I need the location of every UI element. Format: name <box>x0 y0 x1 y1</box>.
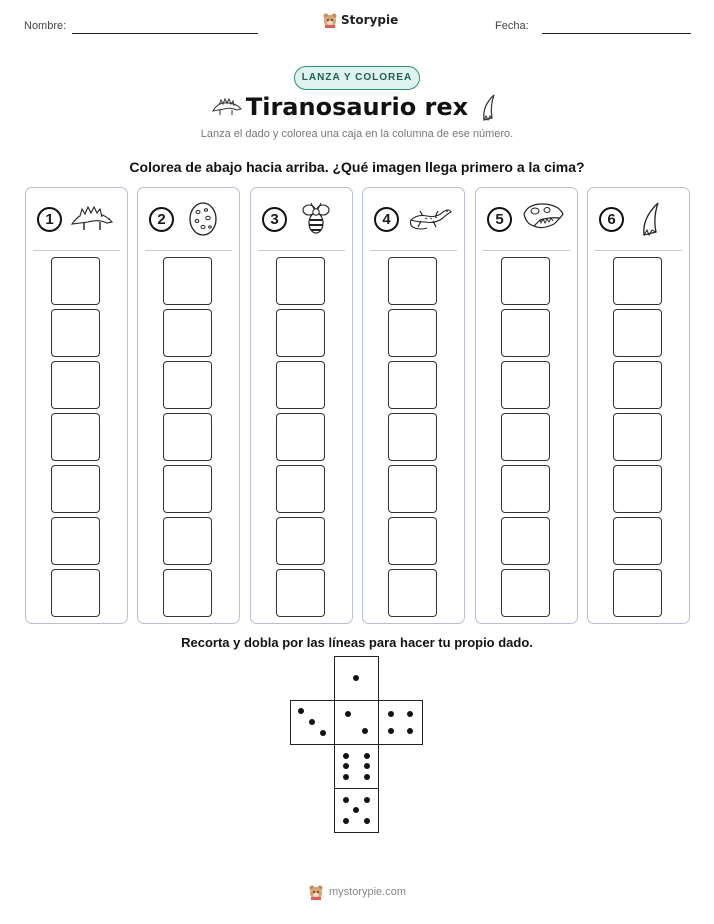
pip <box>353 675 359 681</box>
dice-instruction: Recorta y dobla por las líneas para hacer tu propio dado. <box>181 635 533 650</box>
color-box[interactable] <box>501 569 550 617</box>
color-box[interactable] <box>388 309 437 357</box>
color-box[interactable] <box>388 361 437 409</box>
dinosaur-egg-icon <box>186 200 220 236</box>
color-box[interactable] <box>276 257 325 305</box>
race-column-3 <box>250 187 353 624</box>
pip <box>364 818 370 824</box>
color-box[interactable] <box>51 361 100 409</box>
color-box[interactable] <box>501 517 550 565</box>
bee-icon <box>299 200 333 236</box>
color-box[interactable] <box>51 257 100 305</box>
date-field[interactable] <box>542 33 691 34</box>
pip <box>388 711 394 717</box>
color-box[interactable] <box>613 361 662 409</box>
die-face-one <box>334 656 379 701</box>
color-box[interactable] <box>276 465 325 513</box>
color-box[interactable] <box>388 517 437 565</box>
pip <box>320 730 326 736</box>
color-box[interactable] <box>51 413 100 461</box>
pip <box>388 728 394 734</box>
brand-name: Storypie <box>341 13 399 27</box>
claw-icon <box>478 92 500 122</box>
pip <box>345 711 351 717</box>
die-face-three <box>290 700 335 745</box>
color-box[interactable] <box>613 413 662 461</box>
column-number: 4 <box>374 207 399 232</box>
pip <box>364 763 370 769</box>
pip <box>343 797 349 803</box>
pip <box>364 797 370 803</box>
pip <box>362 728 368 734</box>
color-box[interactable] <box>613 465 662 513</box>
color-box[interactable] <box>276 361 325 409</box>
column-divider <box>483 250 570 251</box>
color-box[interactable] <box>163 413 212 461</box>
date-label: Fecha: <box>495 20 529 32</box>
color-box[interactable] <box>276 413 325 461</box>
die-face-six <box>334 744 379 789</box>
bear-mascot-icon <box>308 884 324 900</box>
color-box[interactable] <box>501 257 550 305</box>
color-box[interactable] <box>163 309 212 357</box>
color-box[interactable] <box>276 569 325 617</box>
column-divider <box>33 250 120 251</box>
color-box[interactable] <box>501 361 550 409</box>
color-box[interactable] <box>51 569 100 617</box>
pip <box>364 753 370 759</box>
column-divider <box>595 250 682 251</box>
column-number: 2 <box>149 207 174 232</box>
color-box[interactable] <box>276 517 325 565</box>
pip <box>343 753 349 759</box>
color-box[interactable] <box>501 465 550 513</box>
color-box[interactable] <box>388 465 437 513</box>
color-box[interactable] <box>163 517 212 565</box>
pip <box>407 728 413 734</box>
brand-logo <box>322 12 398 28</box>
claw-tooth-icon <box>638 200 666 238</box>
column-number: 3 <box>262 207 287 232</box>
race-column-2 <box>137 187 240 624</box>
footer-website: mystorypie.com <box>329 886 407 898</box>
color-box[interactable] <box>163 569 212 617</box>
die-face-five <box>334 788 379 833</box>
pip <box>343 818 349 824</box>
race-column-6 <box>587 187 690 624</box>
pip <box>343 763 349 769</box>
column-number: 5 <box>487 207 512 232</box>
die-face-four <box>378 700 423 745</box>
page-subtitle: Lanza el dado y colorea una caja en la columna de ese número. <box>200 128 514 140</box>
color-box[interactable] <box>276 309 325 357</box>
dinosaur-skull-icon <box>520 200 566 236</box>
name-field[interactable] <box>72 33 258 34</box>
pip <box>353 807 359 813</box>
color-box[interactable] <box>613 309 662 357</box>
coloring-instruction: Colorea de abajo hacia arriba. ¿Qué imagen llega primero a la cima? <box>129 159 585 175</box>
pip <box>343 774 349 780</box>
pip <box>407 711 413 717</box>
die-face-two <box>334 700 379 745</box>
color-box[interactable] <box>388 569 437 617</box>
color-box[interactable] <box>163 465 212 513</box>
lizard-icon <box>407 200 453 234</box>
column-number: 6 <box>599 207 624 232</box>
activity-badge: LANZA Y COLOREA <box>294 66 420 90</box>
color-box[interactable] <box>51 517 100 565</box>
color-box[interactable] <box>613 569 662 617</box>
color-box[interactable] <box>501 309 550 357</box>
color-box[interactable] <box>613 517 662 565</box>
name-label: Nombre: <box>24 20 67 32</box>
race-column-5 <box>475 187 578 624</box>
pip <box>364 774 370 780</box>
footer <box>308 884 406 900</box>
page-title: Tiranosaurio rex <box>245 93 469 121</box>
color-box[interactable] <box>501 413 550 461</box>
column-divider <box>370 250 457 251</box>
color-box[interactable] <box>613 257 662 305</box>
column-divider <box>258 250 345 251</box>
column-divider <box>145 250 232 251</box>
color-box[interactable] <box>51 465 100 513</box>
race-column-4 <box>362 187 465 624</box>
pip <box>298 708 304 714</box>
color-box[interactable] <box>388 413 437 461</box>
column-number: 1 <box>37 207 62 232</box>
stegosaurus-icon <box>70 200 114 234</box>
color-box[interactable] <box>163 361 212 409</box>
color-box[interactable] <box>51 309 100 357</box>
color-box[interactable] <box>163 257 212 305</box>
race-column-1 <box>25 187 128 624</box>
color-box[interactable] <box>388 257 437 305</box>
bear-mascot-icon <box>322 12 338 28</box>
pip <box>309 719 315 725</box>
